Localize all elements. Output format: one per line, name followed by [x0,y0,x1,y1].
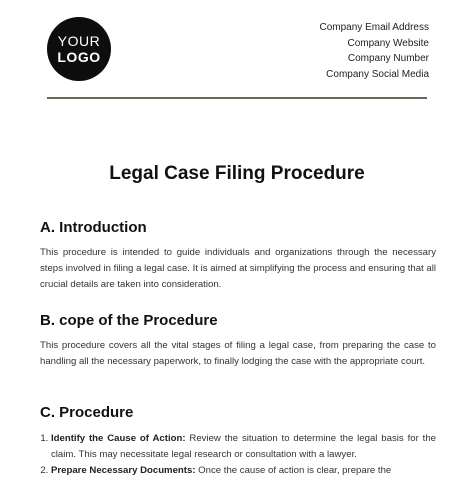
section-body-introduction: This procedure is intended to guide individuals and organizations through the necessary steps involved in filing a legal case. It is aimed at simplifying the process and ensuring that all crucial details are taken into consideration. [40,247,436,290]
section-scope [40,312,436,370]
logo-text-line1: YOUR [57,33,101,49]
section-heading-introduction: A. Introduction [40,219,147,236]
logo-text-line2: LOGO [57,49,101,65]
section-body-scope: This procedure covers all the vital stages of filing a legal case, from preparing the case to handling all the necessary paperwork, to finally lodging the case with the appropriate court. [40,340,436,367]
company-number: Company Number [347,53,429,64]
procedure-step [51,463,436,479]
section-introduction [40,219,436,293]
section-heading-procedure: C. Procedure [40,404,134,421]
procedure-step [51,431,436,463]
company-website: Company Website [347,37,429,49]
header-divider [47,97,427,99]
company-contact-block [320,20,430,82]
document-title: Legal Case Filing Procedure [109,163,365,184]
section-procedure [40,404,436,479]
procedure-step-term: Prepare Necessary Documents: [51,465,196,476]
company-social-media: Company Social Media [326,68,429,80]
procedure-steps-list [40,431,436,479]
procedure-step-text: Once the cause of action is clear, prepare the [195,465,392,476]
procedure-step-term: Identify the Cause of Action: [51,433,186,444]
procedure-step-text: Review the situation to determine the legal basis for the claim. This may necessitate legal research or consultation with a lawyer. [51,433,436,460]
company-logo [47,17,111,81]
section-heading-scope: B. cope of the Procedure [40,312,218,329]
company-email: Company Email Address [319,22,429,33]
